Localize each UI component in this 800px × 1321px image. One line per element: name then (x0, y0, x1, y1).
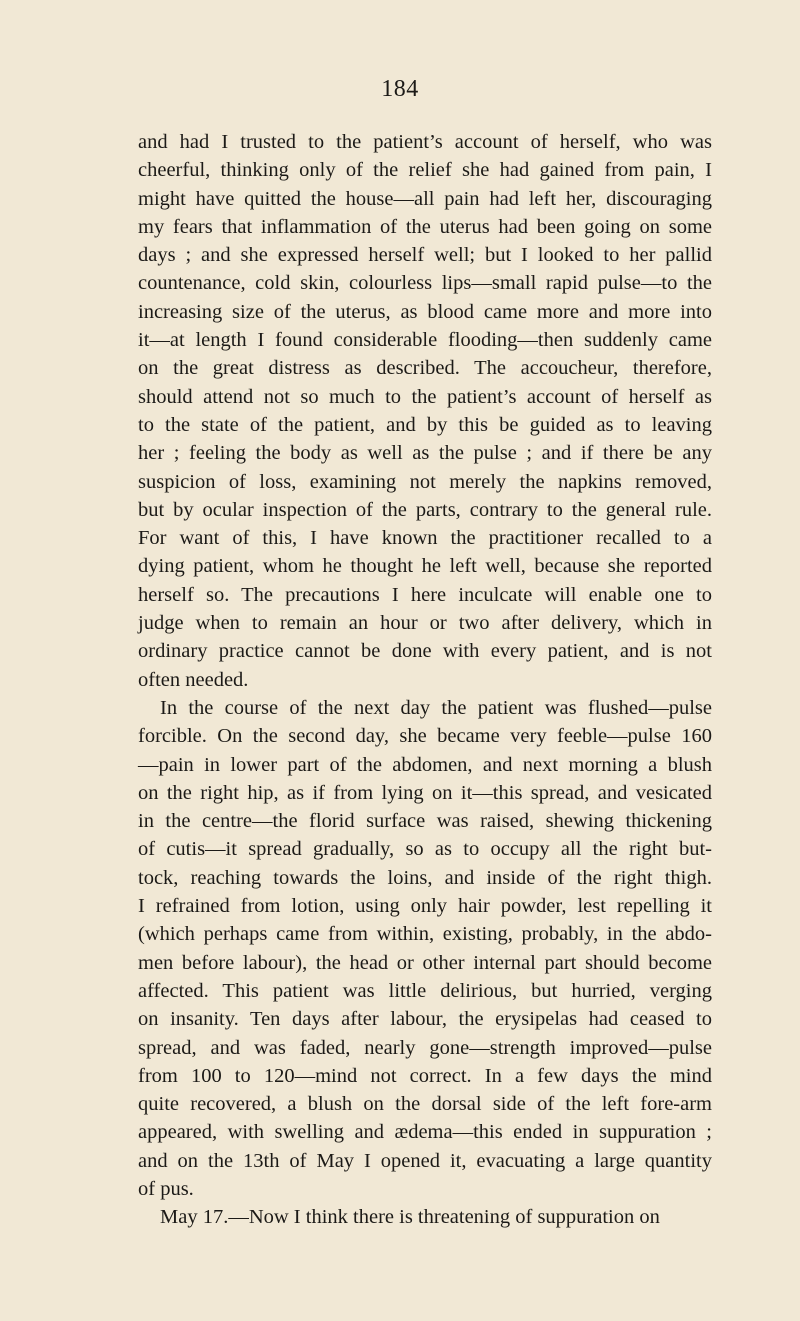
text-line: her ; feeling the body as well as the pulse ; and if there be any (138, 442, 712, 465)
body-text (138, 128, 712, 1232)
text-line: dying patient, whom he thought he left well, because she reported (138, 555, 712, 578)
text-line: cheerful, thinking only of the relief she had gained from pain, I (138, 159, 712, 182)
text-line: judge when to remain an hour or two after delivery, which in (138, 612, 712, 635)
text-line: on the great distress as described. The accoucheur, therefore, (138, 357, 712, 380)
text-line: affected. This patient was little delirious, but hurried, verging (138, 979, 712, 1002)
text-line: of cutis—it spread gradually, so as to occupy all the right but- (138, 838, 712, 861)
text-line: on insanity. Ten days after labour, the erysipelas had ceased to (138, 1008, 712, 1031)
page-number: 184 (381, 76, 419, 102)
text-line: increasing size of the uterus, as blood came more and more into (138, 300, 712, 323)
text-line: it—at length I found considerable flooding—then suddenly came (138, 329, 712, 352)
text-line: forcible. On the second day, she became very feeble—pulse 160 (138, 725, 712, 748)
text-line: —pain in lower part of the abdomen, and next morning a blush (138, 753, 712, 776)
text-line: tock, reaching towards the loins, and inside of the right thigh. (138, 866, 712, 889)
text-line: May 17.—Now I think there is threatening of suppuration on (160, 1206, 660, 1229)
text-line: (which perhaps came from within, existing, probably, in the abdo- (138, 923, 712, 946)
text-line: appeared, with swelling and ædema—this ended in suppuration ; (138, 1121, 712, 1144)
text-line: suspicion of loss, examining not merely the napkins removed, (138, 470, 712, 493)
text-line: I refrained from lotion, using only hair powder, lest repelling it (138, 895, 712, 918)
text-line: in the centre—the florid surface was raised, shewing thickening (138, 810, 712, 833)
text-line: from 100 to 120—mind not correct. In a few days the mind (138, 1064, 712, 1087)
text-line: to the state of the patient, and by this be guided as to leaving (138, 413, 712, 436)
text-line: but by ocular inspection of the parts, contrary to the general rule. (138, 498, 712, 521)
text-line: on the right hip, as if from lying on it—this spread, and vesicated (138, 781, 712, 804)
text-line: In the course of the next day the patient was flushed—pulse (160, 696, 712, 719)
text-line: and had I trusted to the patient’s account of herself, who was (138, 131, 712, 153)
text-line: might have quitted the house—all pain had left her, discouraging (138, 187, 712, 210)
text-line: and on the 13th of May I opened it, evacuating a large quantity (138, 1149, 712, 1172)
text-line: For want of this, I have known the practitioner recalled to a (138, 527, 712, 550)
text-line: should attend not so much to the patient’s account of herself as (138, 385, 712, 408)
text-line: my fears that inflammation of the uterus had been going on some (138, 215, 712, 238)
text-line: ordinary practice cannot be done with every patient, and is not (138, 640, 712, 663)
text-line: of pus. (138, 1177, 194, 1200)
text-line: men before labour), the head or other internal part should become (138, 951, 712, 974)
text-line: often needed. (138, 668, 249, 691)
text-line: spread, and was faded, nearly gone—strength improved—pulse (138, 1036, 712, 1059)
text-line: countenance, cold skin, colourless lips—small rapid pulse—to the (138, 272, 712, 295)
text-line: quite recovered, a blush on the dorsal side of the left fore-arm (138, 1093, 712, 1116)
text-line: herself so. The precautions I here inculcate will enable one to (138, 583, 712, 606)
text-line: days ; and she expressed herself well; but I looked to her pallid (138, 244, 712, 267)
